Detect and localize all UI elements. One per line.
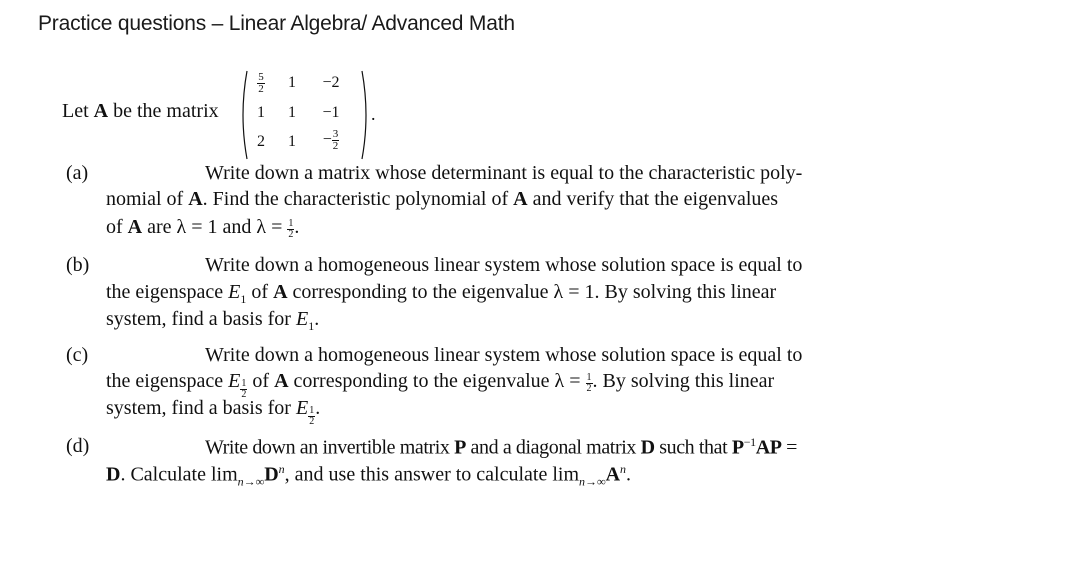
matrix-cell-r3c2: 1 xyxy=(288,133,296,150)
question-a-line3: of A are λ = 1 and λ = $\frac{1}{2}$ . xyxy=(106,216,300,240)
question-d-line2: D. Calculate $\lim_{n\to\infty}D^n$, and use this answer to calculate $\lim_{n\to\infty}A^n$. xyxy=(106,462,632,489)
question-c-line2: the eigenspace E $\frac{1}{2}$ of A corresponding to the eigenvalue λ = $\frac{1}{2}$ . By solving this linear xyxy=(106,370,775,400)
question-b-line1: Write down a homogeneous linear system whose solution space is equal to xyxy=(205,254,803,276)
question-a-line1: Write down a matrix whose determinant is equal to the characteristic poly- xyxy=(205,162,803,184)
matrix-cell-r1c3: −2 xyxy=(322,74,340,91)
intro-text: Let A be the matrix xyxy=(62,100,219,122)
page-title: Practice questions – Linear Algebra/ Advanced Math xyxy=(38,12,515,35)
question-d-line1: Write down an invertible matrix P and a diagonal matrix D such that $P^{-1}AP$ = xyxy=(205,435,798,459)
matrix-cell-r3c1: 2 xyxy=(257,133,265,150)
matrix-cell-r1c1: $\frac{5}{2}$ xyxy=(258,71,264,95)
right-paren-icon xyxy=(361,70,371,160)
question-b-line3: system, find a basis for $E_1$. xyxy=(106,308,320,333)
question-c-line1: Write down a homogeneous linear system whose solution space is equal to xyxy=(205,344,803,366)
question-a-line2: nomial of A. Find the characteristic polynomial of A and verify that the eigenvalues xyxy=(106,188,779,210)
question-b-line2: the eigenspace $E_1$ of A corresponding to the eigenvalue λ = 1. By solving this linear xyxy=(106,281,777,306)
question-b-label: (b) xyxy=(66,254,90,276)
question-a-label: (a) xyxy=(66,162,89,184)
matrix-cell-r2c2: 1 xyxy=(288,104,296,121)
question-c-line3: system, find a basis for E $\frac{1}{2}$ . xyxy=(106,397,321,427)
matrix-cell-r1c2: 1 xyxy=(288,74,296,91)
matrix-cell-r2c3: −1 xyxy=(322,104,340,121)
matrix-cell-r2c1: 1 xyxy=(257,104,265,121)
question-d-label: (d) xyxy=(66,435,90,457)
question-c-label: (c) xyxy=(66,344,89,366)
matrix-cell-r3c3: − $\frac{3}{2}$ xyxy=(322,128,339,152)
matrix-a xyxy=(238,70,378,162)
matrix-period: . xyxy=(371,104,376,124)
